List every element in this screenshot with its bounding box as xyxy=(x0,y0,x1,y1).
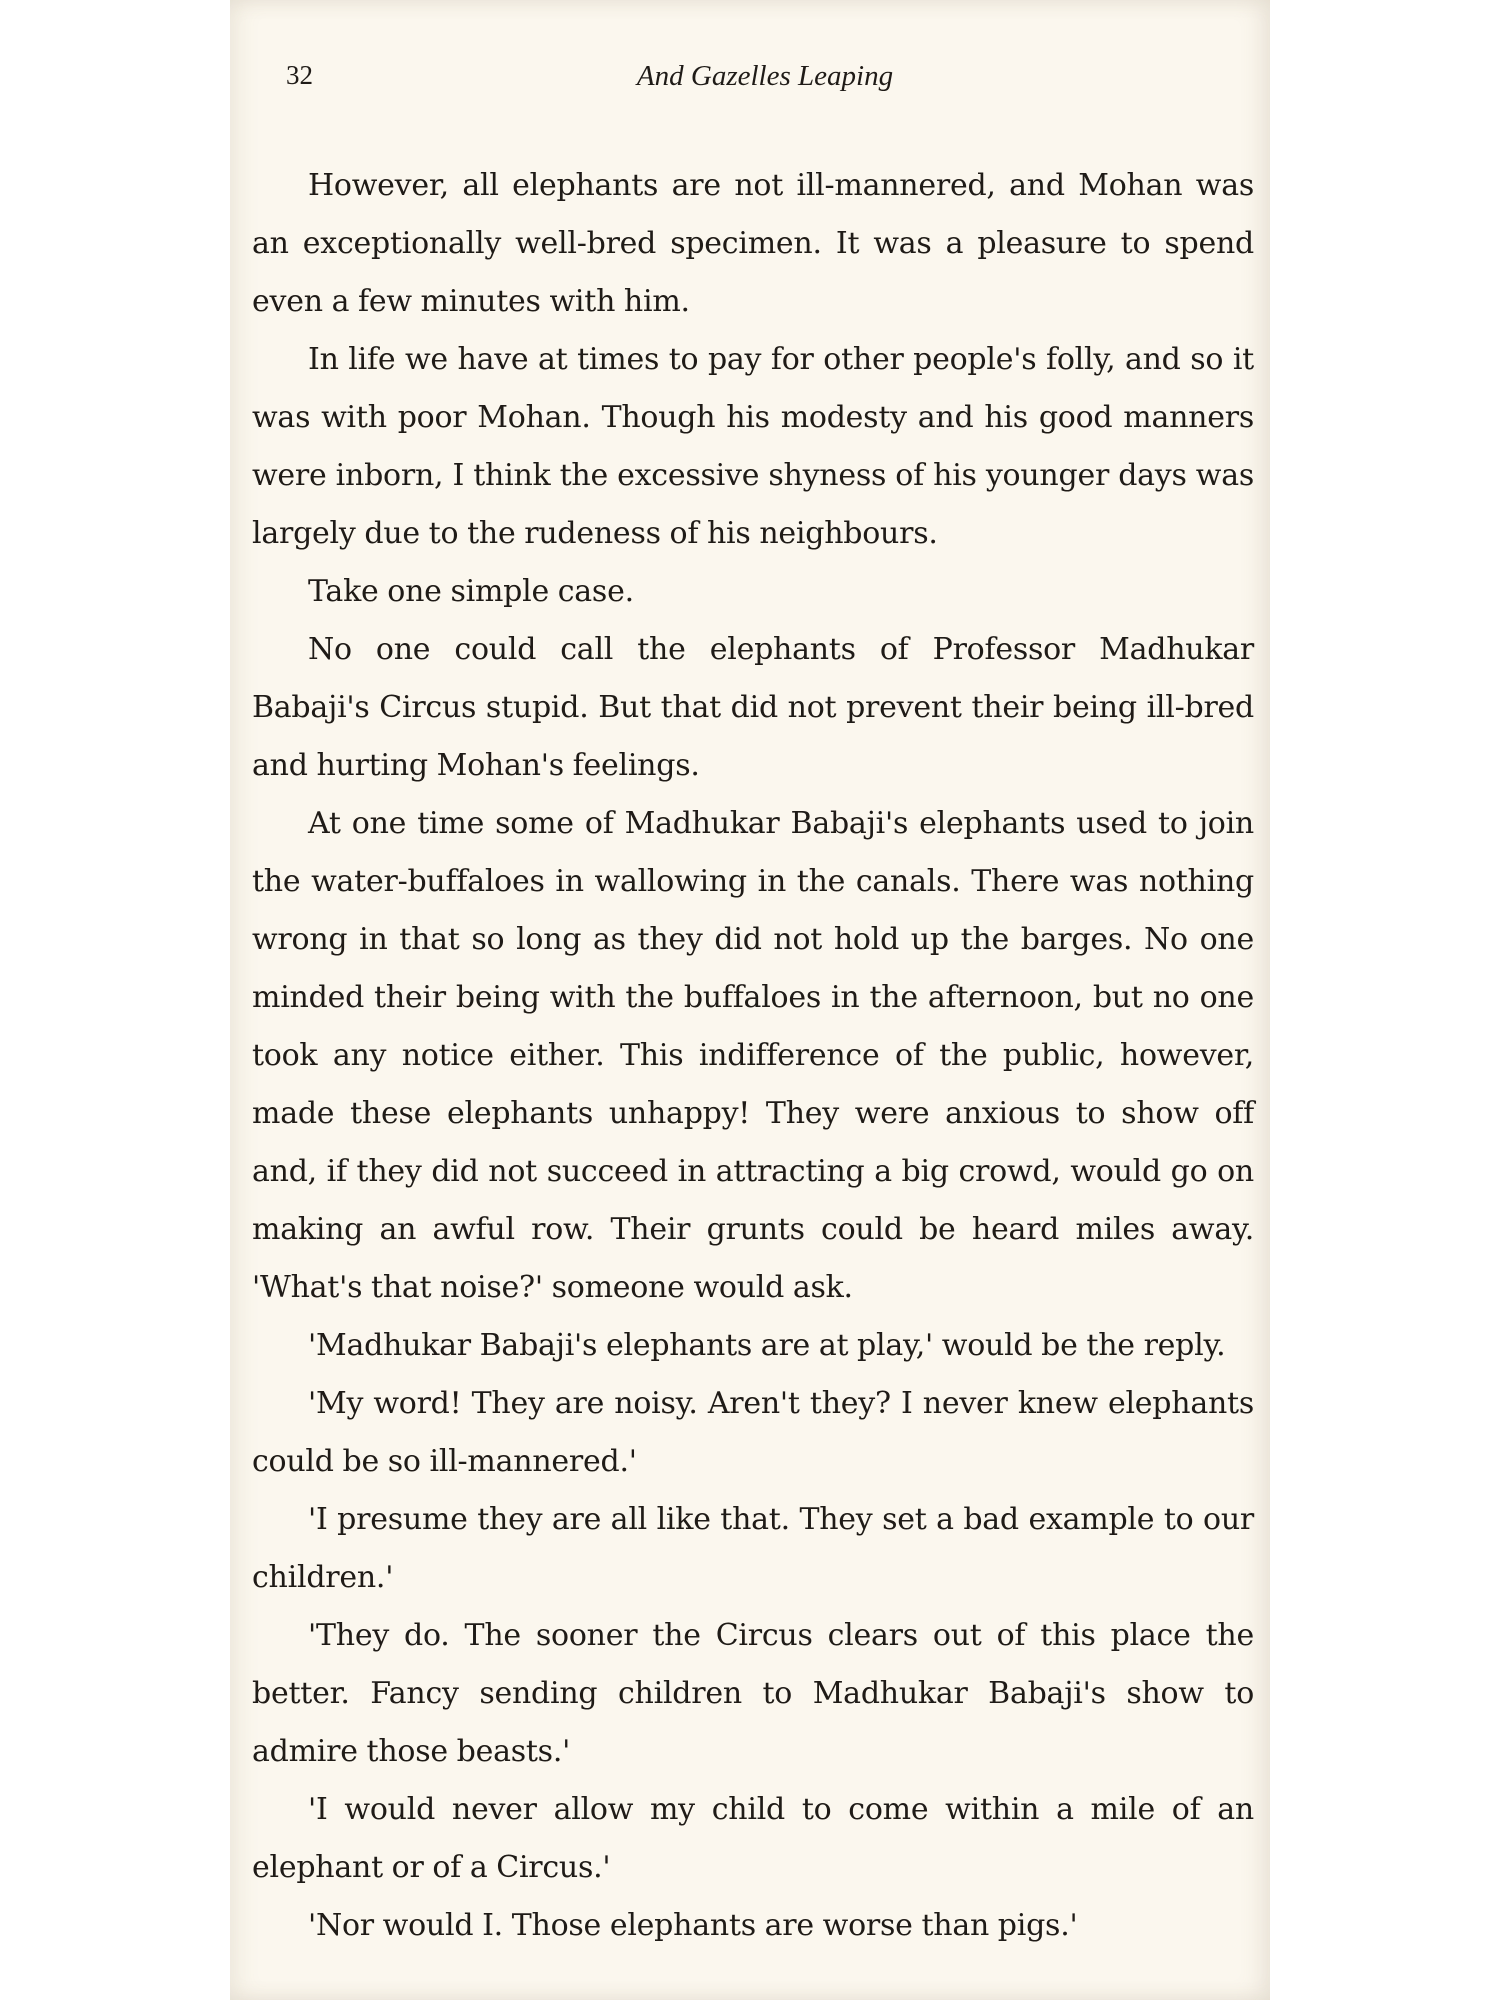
page-header xyxy=(260,60,1230,110)
paragraph: 'I would never allow my child to come within a mile of an elephant or of a Circus.' xyxy=(252,1792,1254,1885)
paragraph: No one could call the elephants of Professor Madhukar Babaji's Circus stupid. But that did not prevent their being ill-bred and hurting Mohan's feelings. xyxy=(252,632,1254,783)
paragraph: 'They do. The sooner the Circus clears out of this place the better. Fancy sending children to Madhukar Babaji's show to admire those beasts.' xyxy=(252,1618,1254,1769)
paragraph: At one time some of Madhukar Babaji's elephants used to join the water-buffaloes in wallowing in the canals. There was nothing wrong in that so long as they did not hold up the barges. No one minded their being with the buffaloes in the afternoon, but no one took any notice either. This indifference of the public, however, made these elephants unhappy! They were anxious to show off and, if they did not succeed in attracting a big crowd, would go on making an awful row. Their grunts could be heard miles away. 'What's that noise?' someone would ask. xyxy=(252,806,1254,1305)
paragraph: 'My word! They are noisy. Aren't they? I never knew elephants could be so ill-mannered.' xyxy=(252,1386,1254,1479)
book-page xyxy=(230,0,1270,2000)
paragraph: In life we have at times to pay for other people's folly, and so it was with poor Mohan. Though his modesty and his good manners were inborn, I think the excessive shyness of his younger days was largely due to the rudeness of his neighbours. xyxy=(252,342,1254,551)
paragraph: 'I presume they are all like that. They set a bad example to our children.' xyxy=(252,1502,1254,1595)
paragraph: 'Nor would I. Those elephants are worse than pigs.' xyxy=(308,1908,1078,1943)
paragraph: However, all elephants are not ill-mannered, and Mohan was an exceptionally well-bred specimen. It was a pleasure to spend even a few minutes with him. xyxy=(252,168,1254,319)
body-text xyxy=(252,157,1254,1955)
paragraph: 'Madhukar Babaji's elephants are at play,' would be the reply. xyxy=(308,1328,1226,1363)
running-head: And Gazelles Leaping xyxy=(636,60,894,92)
paragraph: Take one simple case. xyxy=(308,574,634,609)
page-number: 32 xyxy=(286,60,313,90)
